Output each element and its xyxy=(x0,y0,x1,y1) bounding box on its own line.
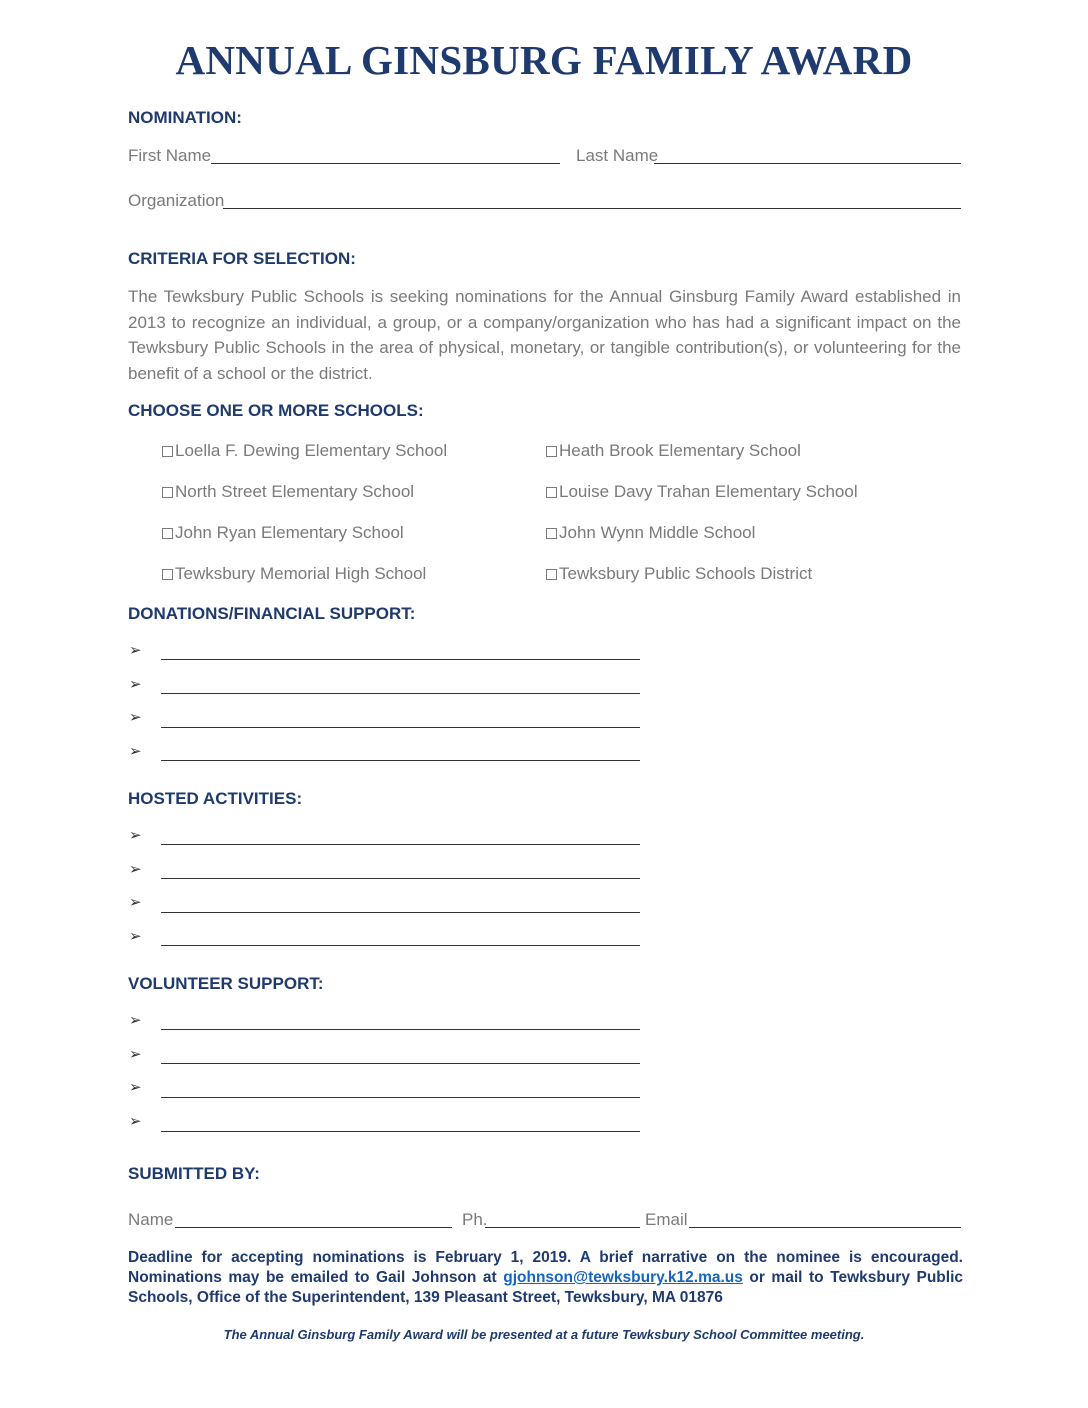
school-option-district[interactable] xyxy=(546,564,812,584)
school-option-memorial-high[interactable] xyxy=(162,564,426,584)
checkbox-icon[interactable] xyxy=(162,487,173,498)
volunteer-line-3[interactable] xyxy=(161,1097,640,1098)
checkbox-icon[interactable] xyxy=(546,528,557,539)
arrow-bullet-icon: ➢ xyxy=(129,743,142,760)
last-name-field[interactable] xyxy=(654,163,961,164)
school-option-label: John Ryan Elementary School xyxy=(175,523,404,542)
school-option-john-wynn[interactable] xyxy=(546,523,755,543)
footer-note: The Annual Ginsburg Family Award will be presented at a future Tewksbury School Committee meeting. xyxy=(223,1327,865,1342)
checkbox-icon[interactable] xyxy=(546,487,557,498)
school-option-label: John Wynn Middle School xyxy=(559,523,756,542)
first-name-label: First Name xyxy=(128,146,212,165)
hosted-line-3[interactable] xyxy=(161,912,640,913)
checkbox-icon[interactable] xyxy=(162,569,173,580)
donation-line-1[interactable] xyxy=(161,659,640,660)
donation-line-4[interactable] xyxy=(161,760,640,761)
page-title: ANNUAL GINSBURG FAMILY AWARD xyxy=(175,37,913,83)
checkbox-icon[interactable] xyxy=(546,569,557,580)
hosted-line-1[interactable] xyxy=(161,844,640,845)
arrow-bullet-icon: ➢ xyxy=(129,709,142,726)
arrow-bullet-icon: ➢ xyxy=(129,1012,142,1029)
submitter-name-label: Name xyxy=(128,1210,174,1229)
criteria-text: The Tewksbury Public Schools is seeking nominations for the Annual Ginsburg Family Award established in 2013 to recognize an individual, a group, or a company/organization who has had a significant impact on the Tewksbury Public Schools in the area of physical, monetary, or tangible contribution(s), or volunteering for the benefit of a school or the district. xyxy=(128,287,961,383)
school-option-trahan[interactable] xyxy=(546,482,858,502)
arrow-bullet-icon: ➢ xyxy=(129,827,142,844)
deadline-text: Deadline for accepting nominations is February 1, 2019. A brief narrative on the nominee is encouraged. Nominations may be emailed to Gail Johnson at xyxy=(128,1249,963,1286)
arrow-bullet-icon: ➢ xyxy=(129,1046,142,1063)
hosted-heading: HOSTED ACTIVITIES: xyxy=(128,789,303,808)
school-option-label: Tewksbury Public Schools District xyxy=(559,564,813,583)
submitter-email-field[interactable] xyxy=(689,1227,961,1228)
submitter-email-label: Email xyxy=(645,1210,688,1229)
hosted-line-2[interactable] xyxy=(161,878,640,879)
arrow-bullet-icon: ➢ xyxy=(129,642,142,659)
deadline-address-text: or mail to Tewksbury Public Schools, Office of the Superintendent, 139 Pleasant Street, Tewksbury, MA 01876 xyxy=(128,1269,964,1306)
school-option-label: Heath Brook Elementary School xyxy=(559,441,801,460)
donation-line-2[interactable] xyxy=(161,693,640,694)
school-option-heath-brook[interactable] xyxy=(546,441,801,461)
checkbox-icon[interactable] xyxy=(546,446,557,457)
school-option-north-street[interactable] xyxy=(162,482,414,502)
contact-email-link[interactable]: gjohnson@tewksbury.k12.ma.us xyxy=(503,1269,743,1286)
organization-label: Organization xyxy=(128,191,225,210)
arrow-bullet-icon: ➢ xyxy=(129,894,142,911)
nomination-heading: NOMINATION: xyxy=(128,108,242,127)
submitter-name-field[interactable] xyxy=(175,1227,452,1228)
first-name-field[interactable] xyxy=(211,163,560,164)
school-option-label: Tewksbury Memorial High School xyxy=(175,564,427,583)
checkbox-icon[interactable] xyxy=(162,528,173,539)
school-option-label: Loella F. Dewing Elementary School xyxy=(175,441,448,460)
submitter-phone-field[interactable] xyxy=(485,1227,640,1228)
volunteer-heading: VOLUNTEER SUPPORT: xyxy=(128,974,324,993)
donation-line-3[interactable] xyxy=(161,727,640,728)
arrow-bullet-icon: ➢ xyxy=(129,676,142,693)
arrow-bullet-icon: ➢ xyxy=(129,1113,142,1130)
arrow-bullet-icon: ➢ xyxy=(129,928,142,945)
school-option-john-ryan[interactable] xyxy=(162,523,404,543)
hosted-line-4[interactable] xyxy=(161,945,640,946)
last-name-label: Last Name xyxy=(576,146,659,165)
donations-heading: DONATIONS/FINANCIAL SUPPORT: xyxy=(128,604,416,623)
submitted-heading: SUBMITTED BY: xyxy=(128,1164,260,1183)
organization-field[interactable] xyxy=(223,208,961,209)
schools-heading: CHOOSE ONE OR MORE SCHOOLS: xyxy=(128,401,424,420)
arrow-bullet-icon: ➢ xyxy=(129,861,142,878)
checkbox-icon[interactable] xyxy=(162,446,173,457)
school-option-label: North Street Elementary School xyxy=(175,482,415,501)
deadline-notice xyxy=(128,1248,963,1308)
volunteer-line-1[interactable] xyxy=(161,1029,640,1030)
volunteer-line-2[interactable] xyxy=(161,1063,640,1064)
school-option-dewing[interactable] xyxy=(162,441,447,461)
volunteer-line-4[interactable] xyxy=(161,1131,640,1132)
school-option-label: Louise Davy Trahan Elementary School xyxy=(559,482,858,501)
submitter-phone-label: Ph. xyxy=(462,1210,488,1229)
arrow-bullet-icon: ➢ xyxy=(129,1079,142,1096)
criteria-heading: CRITERIA FOR SELECTION: xyxy=(128,249,356,268)
